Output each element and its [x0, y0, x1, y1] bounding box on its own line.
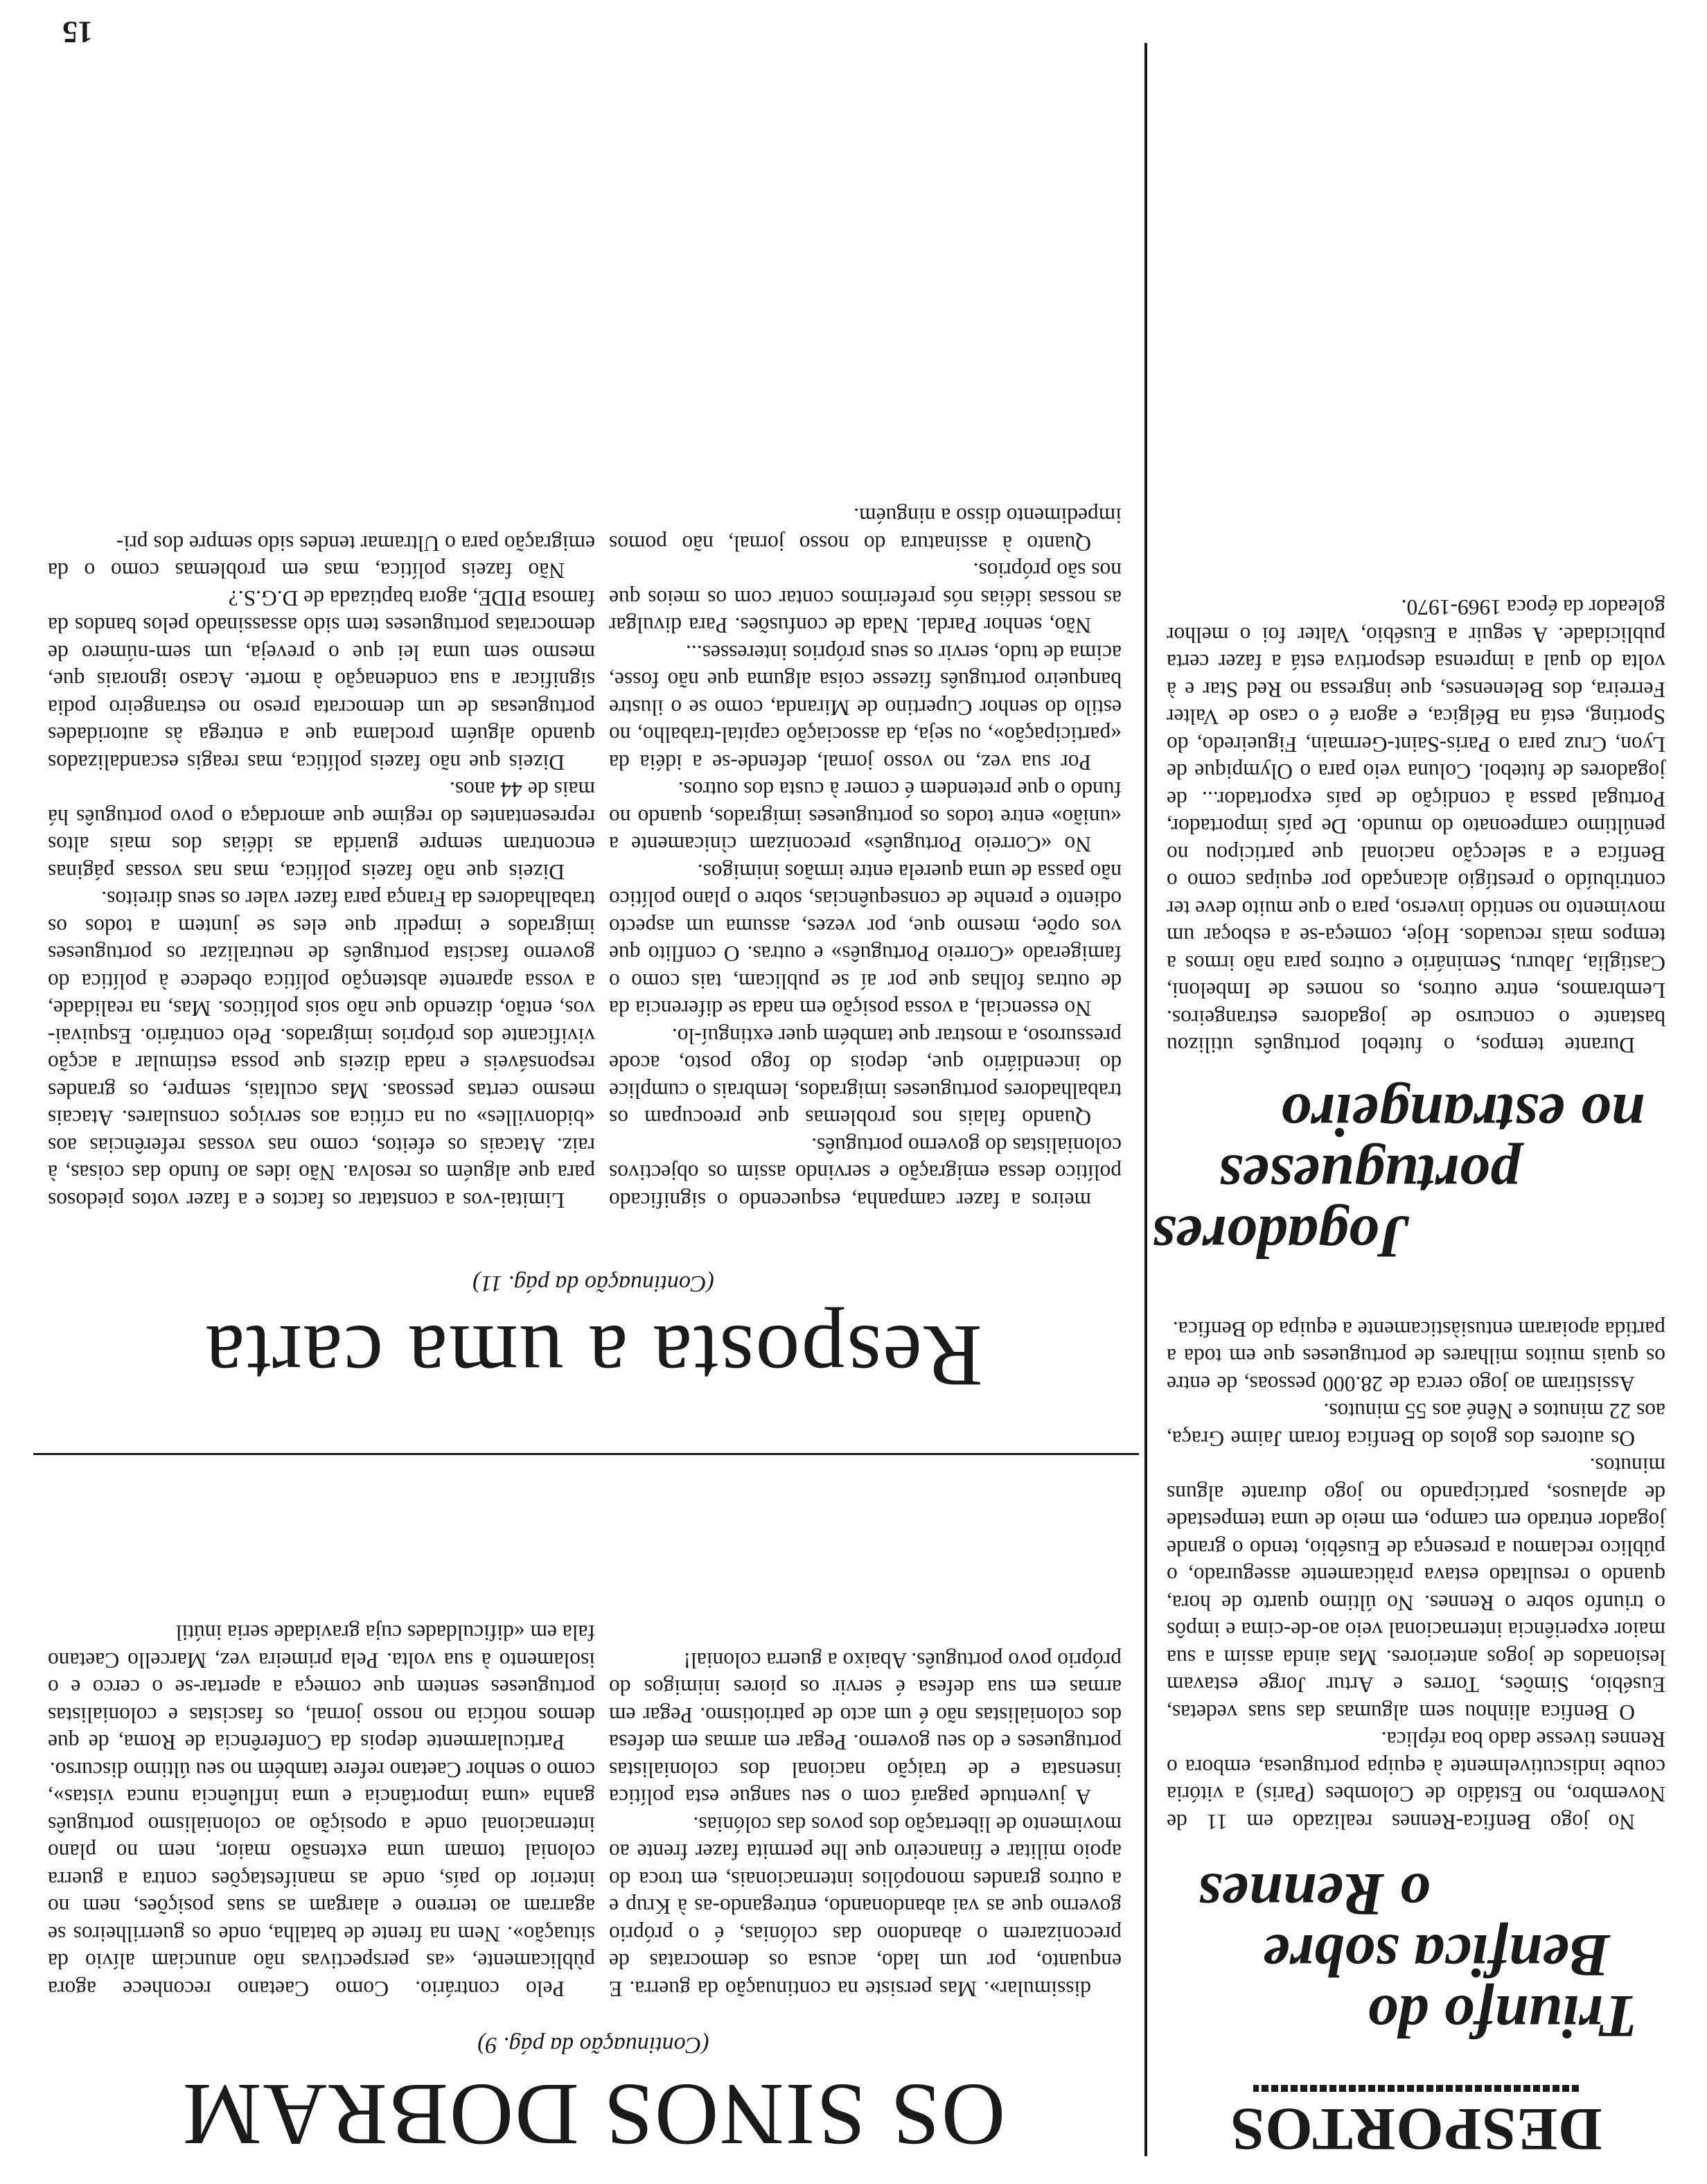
paragraph: O Benfica alinhou sem algumas das suas vedetas, Eusébio, Simões, Torres e Artur Jorge estavam lesionados de jogos anteriores. Mas ainda assim a sua maior experiência internacional veio ao-de-cima e impôs o triunfo sobre o Rennes. No último quarto de hora, quando o resultado estava pràticamente assegurado, o público reclamou a presença de Eusébio, tendo o grande jogador entrado em campo, em meio de uma tempestade de aplausos, participando no jogo durante alguns minutos.: [1167, 1454, 1665, 1725]
paragraph: No «Correio Português» preconizam cìnicamente a «união» entre todos os portugueses imigrados, quando no fundo o que pretendem é comer à custa dos outros.: [609, 777, 1122, 857]
decorative-rule: [1253, 2085, 1579, 2092]
paragraph: A juventude pagará com o seu sangue esta política insensata e de traição nacional dos colonialistas portugueses e do seu governo. Pegar em armas em defesa dos colonialistas não é um acto de patriotismo. Pegar em armas em sua defesa é servir os piores inimigos do próprio povo português. Abaixo a guerra colonial!: [609, 1648, 1122, 1810]
paragraph: Não, senhor Pardal. Nada de confusões. Para divulgar as nossas idéias nós preferimos contar com os meios que nos são próprios.: [609, 558, 1122, 638]
article-title: OS SINOS DOBRAM: [181, 2066, 1006, 2164]
article1-column-1: [48, 1476, 595, 2002]
paragraph: Dizeis que não fazeis política, mas reagis escandalizados quando alguém proclama que a entrega às autoridades portuguesas de um democrata preso no estrangeiro podia significar a sua condenação à morte. Acaso ignorais que, mesmo sem uma lei que o preveja, um sem-número de democratas portugueses tem sido assassinado pelos bandos da famosa PIDE, agora baptizada de D.G.S.?: [48, 586, 595, 775]
article-title: Resposta a uma carta: [204, 1307, 983, 1405]
story-title-line: no estrangeiro: [1280, 1081, 1645, 1149]
paragraph: Dizeis que não fazeis política, mas nas vossas páginas encontram sempre guarida as idéias dos mais altos representantes do regime que amordaça o povo português há mais de 44 anos.: [48, 777, 595, 884]
paragraph: meiros a fazer campanha, esquecendo o significado político dessa emigração e servindo assim os objectivos colonialistas do governo português.: [609, 1134, 1122, 1213]
paragraph: No essencial, a vossa posição em nada se diferencia da de outras folhas que por aí se publicam, tais como o famigerado «Correio Português» e outras. O conflito que vos opõe, mesmo que, por vezes, assuma um aspecto odiento e prenhe de consequências, sobre o plano político não passa de uma querela entre irmãos inimigos.: [609, 860, 1122, 1021]
paragraph: Limitai-vos a constatar os factos e a fazer votos piedosos para que alguém os resolva. Não ides ao fundo das coisas, à raiz. Atacais os efeitos, como nas vossas referências aos «bidonvilles» ou na crítica aos serviços consulares. Atacais mesmo certas pessoas. Mas ocultais, sempre, os grandes responsáveis e nada dizeis que possa estimular a acção vivificante dos próprios imigrados. Pelo contrário. Esquivai-vos, então, dizendo que não sois políticos. Mas, na realidade, a vossa aparente abstenção política obedece à política do governo fascista português de neutralizar os portugueses imigrados e impedir que eles se juntem a todos os trabalhadores da França para fazer valer os seus direitos.: [48, 887, 595, 1213]
article-separator-rule: [33, 1453, 1139, 1455]
paragraph: Quando falais nos problemas que preocupam os trabalhadores portugueses imigrados, lembrais o cumplice do incendiário que, depois do fogo posto, acode pressuroso, a mostrar que também quer extinguí-lo.: [609, 1024, 1122, 1131]
paragraph: Durante tempos, o futebol português utilizou bastante o concurso de jogadores estrangeiros. Lembramos, entre outros, os nomes de Imbeloni, Castiglia, Jaburu, Seminário e outros para não irmos a tempos mais recuados. Hoje, começa-se a esboçar um movimento no sentido inverso, para o que muito deve ter contribuído o prestígio alcançado por equipas como o Benfica e a selecção nacional que participou no penúltimo campeonato do mundo. De país importador, Portugal passa à condição de país exportador... de jogadores de futebol. Coluna veio para o Olympique de Lyon, Cruz para o Paris-Saint-Germain, Figueiredo, do Sporting, está na Bélgica, e agora é o caso de Valter Ferreira, dos Belenenses, que ingressa no Red Star e à volta do qual a imprensa desportiva está a fazer certa publicidade. A seguir a Eusébio, Valter foi o melhor goleador da época 1969-1970.: [1167, 595, 1665, 1058]
story-title-line: portugueses: [1218, 1142, 1520, 1210]
story-title-line: Benfica sobre: [1262, 1921, 1610, 1989]
page-number: 15: [62, 15, 93, 49]
story-title-line: o Rennes: [1198, 1860, 1430, 1928]
desportos-section: [1151, 33, 1665, 2163]
story-title-line: Triunfo do: [1367, 1982, 1638, 2050]
paragraph: dissimular». Mas persiste na continuação da guerra. E enquanto, por um lado, acusa os democratas de preconizarem o abandono das colónias, é o próprio governo que as vai abandonando, entregando-as à Krup e a outros grandes monopólios internacionais, em troca do apoio militar e financeiro que lhe permita fazer frente ao movimento de libertação dos povos das colónias.: [609, 1813, 1122, 2001]
section-title: DESPORTOS: [1230, 2095, 1602, 2163]
story-triunfo-do-benfica: [1167, 1316, 1665, 2050]
paragraph: Não fazeis política, mas em problemas como o da emigração para o Ultramar tendes sido sempre dos pri-: [48, 531, 595, 583]
paragraph: Particularmente depois da Conferência de Roma, de que demos notícia no nosso jornal, os fascistas e colonialistas portugueses sentem que começa a apertar-se o cerco e o isolamento à sua volta. Pela primeira vez, Marcello Caetano fala em «dificuldades cuja gravidade seria inútil: [48, 1621, 595, 1755]
paragraph: Pelo contrário. Como Caetano reconhece agora pùblicamente, «as perspectivas não anunciam alívio da situação». Nem na frente de batalha, onde os guerrilheiros se agarram ao terreno e alargam as suas posições, nem no interior do país, onde as manifestações contra a guerra colonial tomam uma extensão maior, nem no plano internacional onde a oposição ao colonialismo português ganha «uma importância e uma influência nunca vistas», como o senhor Caetano refere também no seu último discurso.: [48, 1758, 595, 2001]
article2-column-2: [609, 43, 1122, 1214]
paragraph: Assistiram ao jogo cerca de 28.000 pessoas, de entre os quais muitos milhares de portugueses que em toda a partida apoiaram entusiàsticamente a equipa do Benfica.: [1167, 1317, 1665, 1396]
continuation-note: (Continuação da pág. 11): [472, 1271, 714, 1296]
article1-column-2: [609, 1476, 1122, 2002]
paragraph: No jogo Benfica-Rennes realizado em 11 de Novembro, no Estádio de Colombes (Paris) a vitória coube indiscutivelmente à equipa portuguesa, embora o Rennes tivesse dado boa réplica.: [1167, 1727, 1665, 1834]
desportos-header: [1167, 2085, 1665, 2163]
paragraph: Por sua vez, no vosso jornal, defende-se a idéia da «participação», ou seja, da associação capital-trabalho, no estilo do senhor Cupertino de Miranda, como se o ilustre banqueiro português fizesse coisa alguma que não fosse, acima de tudo, servir os seus próprios interesses...: [609, 641, 1122, 775]
article2-column-1: [48, 43, 595, 1214]
article-resposta-a-uma-carta: [30, 1221, 1156, 1405]
story-title-line: Jogadores: [1151, 1203, 1409, 1271]
continuation-note: (Continuação da pág. 9): [477, 2032, 709, 2058]
paragraph: Os autores dos golos do Benfica foram Jaime Graça, aos 22 minutos e Nêné aos 55 minutos.: [1167, 1399, 1665, 1451]
paragraph: Quanto à assinatura do nosso jornal, não pomos impedimento disso a ninguém.: [609, 504, 1122, 556]
column-divider-rule: [1144, 43, 1147, 2156]
story-jogadores-portugueses: [1151, 594, 1665, 1271]
